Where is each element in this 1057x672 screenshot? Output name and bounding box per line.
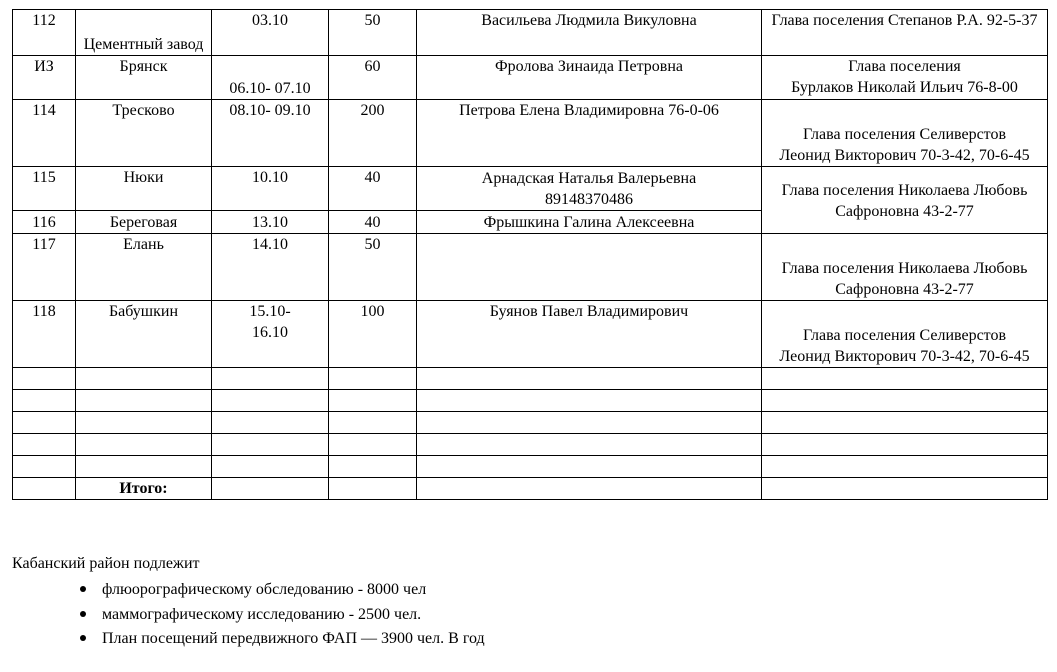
planned-count: 50 (329, 10, 417, 56)
contact-line: Глава поселения Селиверстов (802, 327, 1007, 344)
visit-date: 13.10 (212, 211, 329, 234)
row-number: ИЗ (13, 56, 76, 100)
empty-row (13, 456, 1048, 478)
bullet-icon (80, 586, 86, 592)
planned-count: 50 (329, 234, 417, 301)
contact-person (762, 234, 1048, 301)
settlement-name: Тресково (76, 100, 212, 167)
summary-item (12, 578, 1047, 603)
table-row (13, 56, 1048, 100)
row-number: 115 (13, 167, 76, 211)
row-number: 112 (13, 10, 76, 56)
visit-date: 08.10- 09.10 (212, 100, 329, 167)
contact-person: Глава поселения Степанов Р.А. 92-5-37 (762, 10, 1048, 56)
summary-item-text: маммографическому исследованию - 2500 чел. (102, 605, 422, 623)
person-line: Арнадская Наталья Валерьевна (481, 170, 697, 187)
settlement-name: Нюки (76, 167, 212, 211)
schedule-table (12, 9, 1048, 500)
settlement-name: Береговая (76, 211, 212, 234)
row-number: 116 (13, 211, 76, 234)
contact-line: Глава поселения Николаева Любовь (781, 182, 1028, 199)
planned-count: 40 (329, 211, 417, 234)
contact-line: Сафроновна 43-2-77 (835, 203, 974, 220)
contact-line: Бурлаков Николай Ильич 76-8-00 (791, 79, 1018, 96)
visit-date (212, 301, 329, 368)
contact-person (762, 301, 1048, 368)
empty-row (13, 368, 1048, 390)
empty-row (13, 412, 1048, 434)
total-row (13, 478, 1048, 500)
summary-item (12, 627, 1047, 652)
visit-date: 14.10 (212, 234, 329, 301)
contact-line: Глава поселения Селиверстов (802, 126, 1007, 143)
summary-item-text: План посещений передвижного ФАП — 3900 чел. В год (102, 630, 485, 647)
table-row (13, 234, 1048, 301)
settlement-name: Брянск (76, 56, 212, 100)
contact-line: Леонид Викторович 70-3-42, 70-6-45 (779, 348, 1030, 365)
contact-line: Сафроновна 43-2-77 (835, 281, 974, 298)
row-number: 114 (13, 100, 76, 167)
planned-count: 100 (329, 301, 417, 368)
responsible-person: Фролова Зинаида Петровна (417, 56, 762, 100)
summary-intro: Кабанский район подлежит (12, 555, 200, 572)
responsible-person: Фрышкина Галина Алексеевна (417, 211, 762, 234)
planned-count: 40 (329, 167, 417, 211)
row-number: 117 (13, 234, 76, 301)
contact-person (762, 167, 1048, 234)
responsible-person: Буянов Павел Владимирович (417, 301, 762, 368)
responsible-person (417, 234, 762, 301)
summary-list (12, 578, 1047, 652)
contact-person (762, 100, 1048, 167)
visit-date: 10.10 (212, 167, 329, 211)
total-label: Итого: (76, 478, 212, 500)
summary-section (12, 553, 1047, 652)
empty-row (13, 434, 1048, 456)
date-line: 16.10 (252, 324, 288, 341)
row-number: 118 (13, 301, 76, 368)
bullet-icon (80, 611, 86, 617)
bullet-icon (80, 635, 86, 641)
visit-date: 06.10- 07.10 (212, 56, 329, 100)
responsible-person: Васильева Людмила Викуловна (417, 10, 762, 56)
summary-item (12, 603, 1047, 628)
contact-line: Леонид Викторович 70-3-42, 70-6-45 (779, 147, 1030, 164)
table-row (13, 301, 1048, 368)
responsible-person: Петрова Елена Владимировна 76-0-06 (417, 100, 762, 167)
settlement-name: Елань (76, 234, 212, 301)
planned-count: 200 (329, 100, 417, 167)
empty-row (13, 390, 1048, 412)
visit-date: 03.10 (212, 10, 329, 56)
table-row (13, 167, 1048, 211)
contact-person (762, 56, 1048, 100)
settlement-name: Бабушкин (76, 301, 212, 368)
contact-line: Глава поселения (848, 58, 961, 75)
responsible-person (417, 167, 762, 211)
settlement-name: Цементный завод (76, 10, 212, 56)
table-row (13, 100, 1048, 167)
summary-item-text: флюорографическому обследованию - 8000 чел (102, 581, 427, 598)
planned-count: 60 (329, 56, 417, 100)
contact-line: Глава поселения Николаева Любовь (781, 260, 1028, 277)
date-line: 15.10- (249, 303, 291, 320)
person-line: 89148370486 (545, 191, 633, 208)
table-row (13, 10, 1048, 56)
